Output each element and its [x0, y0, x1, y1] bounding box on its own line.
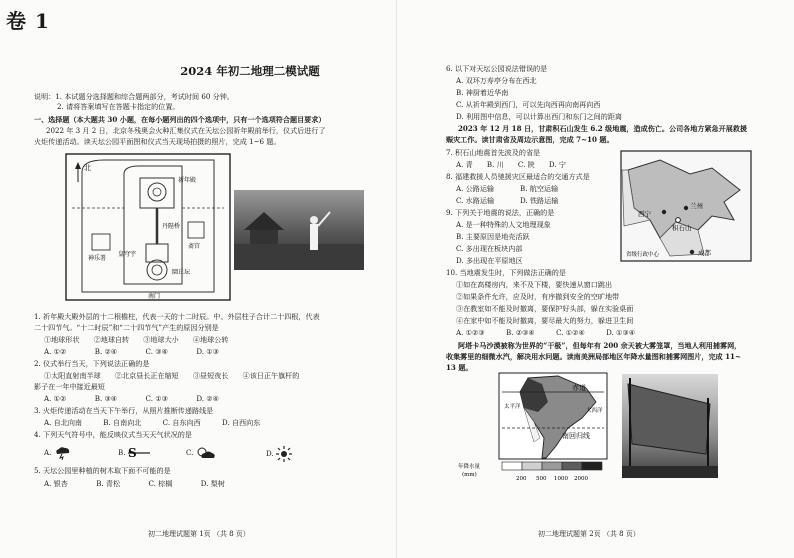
q8-option-d: D. 铁路运输 [520, 196, 559, 205]
torchbearer-body-shape [310, 224, 318, 250]
q9-stem: 9. 下列关于地震的说法，正确的是 [446, 208, 555, 217]
q2-stem: 2. 仪式举行当天，下列说法正确的是 [34, 359, 150, 368]
jishishan-point [676, 218, 681, 223]
ground-shape [622, 466, 718, 478]
map-label-danbiqiao: 丹陛桥 [162, 223, 181, 230]
q1-stem-2: 二十四节气。“十二时辰”和“二十四节气”产生的原因分别是 [34, 323, 219, 332]
q4-option-a-letter: A. [44, 448, 52, 457]
lanzhou-point [684, 206, 688, 210]
sa-legend-title: 年降水量 [458, 464, 481, 470]
xining-point [662, 210, 666, 214]
corner-label: 卷 1 [6, 9, 50, 33]
shenyueshu-block [92, 234, 110, 250]
q4-option-c-letter: C. [186, 448, 194, 457]
huangqiongyu-block [146, 244, 168, 262]
map-label-shenyueshu: 神乐署 [88, 255, 107, 262]
legend-swatch-3 [542, 462, 562, 470]
map-label-zhaigong: 斋宫 [188, 243, 201, 250]
fog-net-shape [628, 384, 710, 454]
q2-options-1: ①太阳直射南半球 ②北京昼长正在缩短 ③昼短夜长 ④该日正午旗杆的 [44, 371, 300, 380]
q7-stem: 7. 积石山地震首先波及的省是 [446, 148, 541, 157]
q10-stem: 10. 当地震发生时，下列做法正确的是 [446, 268, 566, 277]
zhaigong-block [188, 222, 204, 238]
q7-options: A. 青 B. 川 C. 陕 D. 宁 [456, 160, 566, 169]
q5-stem: 5. 天坛公园里种植的树木取下面不可能的是 [34, 466, 171, 475]
instructions-line-1: 说明：1. 本试题分选择题和综合题两部分，考试时间 60 分钟。 [34, 92, 234, 101]
q4-stem: 4. 下列天气符号中，能反映仪式当天天气状况的是 [34, 430, 192, 439]
pavilion-body-shape [250, 230, 278, 244]
q10-item-1: ①如在高楼房内，来不及下楼，要快速从窗口跳出 [456, 280, 613, 289]
map-frame [66, 154, 230, 300]
q7-10-intro-2: 赈灾工作。读甘肃省及周边示意图，完成 7~10 题。 [446, 135, 614, 144]
page-divider [396, 0, 397, 558]
q11-13-intro-2: 收集雾里的细微水汽，解决用水问题。读南美洲局部地区年降水量图和捕雾网图片，完成 11~ [446, 352, 741, 361]
pavilion-roof-shape [244, 212, 284, 230]
legend-swatch-4 [562, 462, 582, 470]
map-label-nanmen: 南门 [148, 293, 161, 300]
instructions-line-2: 2. 请将答案填写在答题卡指定的位置。 [57, 102, 180, 111]
q6-option-c: C. 从祈年殿到西门，可以先向西再向南再向西 [456, 100, 601, 109]
q9-option-c: C. 多出现在板块内部 [456, 244, 523, 253]
gansu-map-label-jishishan: 积石山 [672, 224, 692, 232]
map-north-label: 北 [84, 164, 91, 172]
q4-option-c [186, 446, 216, 460]
north-arrow-icon [75, 162, 81, 169]
q6-option-d: D. 利用图中信息，可以计算出西门和东门之间的距离 [456, 112, 623, 121]
gansu-map-legend: 省级行政中心 [626, 252, 660, 258]
sa-equator-label: 赤道 [572, 384, 586, 392]
huanqiutan-inner [152, 265, 162, 275]
q10-item-4: ④在家中如不能及时撤离，要尽最大的努力，躲进卫生间 [456, 316, 634, 325]
chengdu-point [690, 250, 694, 254]
fog-net-art [622, 374, 718, 478]
q8-option-c: C. 水路运输 [456, 196, 495, 205]
map-label-qiniandian: 祈年殿 [178, 177, 197, 184]
sa-legend-unit: (mm) [462, 472, 477, 478]
q1-options-2: A. ①② B. ②④ C. ③④ D. ①③ [44, 347, 219, 356]
legend-swatch-2 [522, 462, 542, 470]
sa-atlantic-label: 大西洋 [586, 408, 603, 414]
sa-legend-value-2: 500 [536, 476, 547, 482]
q3-options: A. 自北向南 B. 自南向北 C. 自东向西 D. 自西向东 [44, 418, 261, 427]
sa-legend-value-4: 2000 [574, 476, 588, 482]
q6-stem: 6. 以下对天坛公园说法错误的是 [446, 64, 548, 73]
gansu-map-label-chengdu: 成都 [698, 249, 711, 257]
q7-10-intro-1: 2023 年 12 月 18 日，甘肃积石山发生 6.2 级地震，造成伤亡。公司各地方紧急开展救援 [458, 124, 748, 133]
ceremony-photo-art [234, 190, 364, 270]
legend-swatch-1 [502, 462, 522, 470]
svg-text:S: S [127, 446, 137, 460]
south-america-precip-map [458, 372, 608, 488]
q2-options-3: A. ①② B. ③④ C. ①③ D. ②④ [44, 394, 219, 403]
crowd-shape [234, 244, 364, 270]
sunny-icon [276, 446, 292, 462]
section1-intro-1: 2022 年 3 月 2 日，北京冬残奥会火种汇集仪式在天坛公园祈年殿前举行，仪式后进行了 [46, 126, 326, 135]
section1-heading: 一、选择题（本大题共 30 小题，在每小题列出的四个选项中，只有一个选项符合题目要求） [34, 115, 326, 124]
temple-of-heaven-map [64, 152, 232, 302]
q4-option-b-letter: B. [118, 448, 126, 457]
gansu-map-label-xining: 西宁 [638, 210, 651, 218]
q6-option-b: B. 神厨着近华南 [456, 88, 509, 97]
footer-left: 初二地理试题第 1页 （共 8 页） [148, 530, 250, 538]
map-label-huangqiongyu: 皇穹宇 [118, 251, 137, 258]
qiniandian-core [153, 188, 161, 196]
q10-item-2: ②如果条件允许，应及时，有序撤到安全的空旷地带 [456, 292, 620, 301]
q9-option-b: B. 主要原因是地壳活跃 [456, 232, 530, 241]
torch-shape [318, 212, 330, 226]
sa-pacific-label: 太平洋 [504, 404, 521, 410]
sa-tropic-label: 南回归线 [562, 432, 590, 440]
legend-swatch-5 [582, 462, 602, 470]
q9-option-d: D. 多出现在平原地区 [456, 256, 523, 265]
sa-legend-value-3: 1000 [554, 476, 568, 482]
section1-intro-2: 火炬传递活动。读天坛公园平面图和仪式当天现场拍摄的照片，完成 1~6 题。 [34, 137, 281, 146]
q3-stem: 3. 火炬传递活动在当天下午举行，从照片推断传递路线是 [34, 406, 214, 415]
partly-cloudy-icon [196, 446, 216, 460]
q1-stem-1: 1. 祈年殿大殿外层的十二根檐柱，代表一天的十二时辰。中、外层柱子合计二十四根，代表 [34, 312, 320, 321]
map-label-huanqiutan: 圜丘坛 [172, 269, 191, 276]
footer-right: 初二地理试题第 2页 （共 8 页） [538, 530, 640, 538]
q4-option-d-letter: D. [266, 449, 274, 458]
q4-option-d [266, 446, 292, 462]
q6-option-a: A. 双环万寿亭分布在西北 [456, 76, 537, 85]
fog-net-photo [622, 374, 718, 478]
q1-options-1: ①地球形状 ②地球自转 ③地球大小 ④地球公转 [44, 335, 229, 344]
q2-options-2: 影子在一年中接近最短 [34, 382, 105, 391]
sa-legend-value-1: 200 [516, 476, 527, 482]
q11-13-intro-3: 13 题。 [446, 363, 473, 372]
q10-item-3: ③在教室如不能及时撤离，要保护好头部，躲在实验桌面 [456, 304, 634, 313]
q9-option-a: A. 是一种特殊的人文地理现象 [456, 220, 551, 229]
q5-options: A. 银杏 B. 青松 C. 棕榈 D. 梨树 [44, 479, 225, 488]
ceremony-photo [234, 190, 364, 270]
gansu-map-label-lanzhou: 兰州 [690, 202, 703, 210]
thunderstorm-icon [54, 446, 72, 460]
q4-option-b [118, 446, 150, 460]
page-title: 2024 年初二地理二模试题 [180, 64, 320, 78]
q8-option-a: A. 公路运输 [456, 184, 495, 193]
qiniandian-circle [148, 183, 166, 201]
huanqiutan-outer [147, 260, 167, 280]
q10-options: A. ①②③ B. ②③④ C. ①②④ D. ①③④ [456, 328, 636, 337]
torchbearer-head-shape [310, 216, 318, 224]
q8-stem: 8. 福建救援人员驰援灾区最适合的交通方式是 [446, 172, 590, 181]
gansu-region-map [620, 150, 752, 262]
q4-option-a [44, 446, 72, 460]
q11-13-intro-1: 阿塔卡马沙漠被称为世界的“干极”，但每年有 200 余天被大雾笼罩，当地人利用捕雾网， [458, 341, 742, 350]
q8-option-b: B. 航空运输 [520, 184, 559, 193]
sandstorm-icon [128, 446, 150, 460]
